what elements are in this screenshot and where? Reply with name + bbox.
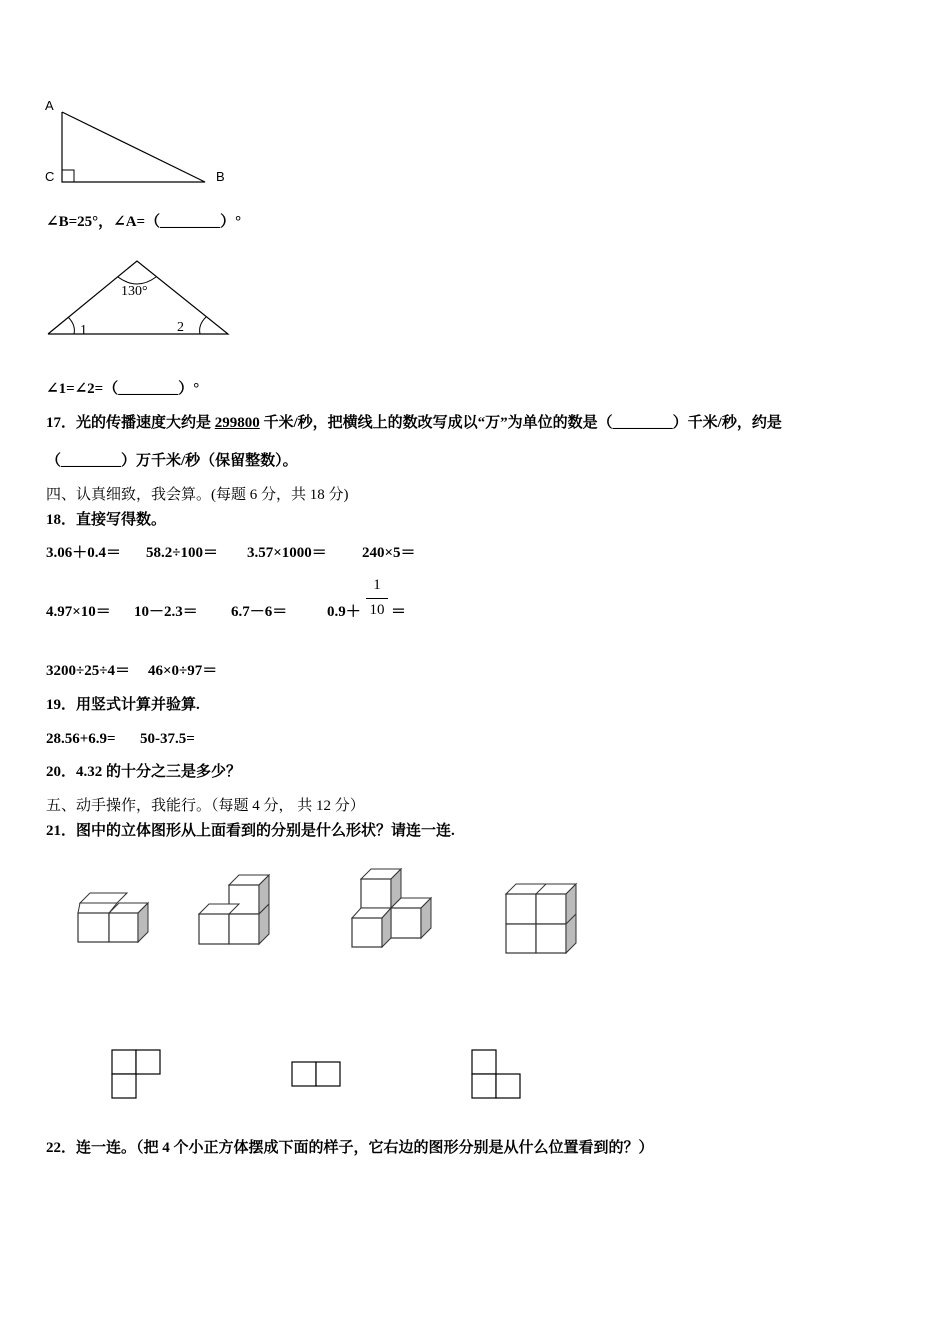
- angle-1-arc: [68, 317, 74, 334]
- calc-item: 4.97×10＝: [46, 604, 111, 620]
- fraction-denominator: 10: [369, 602, 385, 618]
- top-view-1: [110, 1048, 165, 1103]
- question-17-line2: （________）万千米/秒（保留整数）。: [46, 453, 298, 469]
- section-4-heading: 四、认真细致，我会算。(每题 6 分，共 18 分): [46, 487, 349, 503]
- question-21: 21．图中的立体图形从上面看到的分别是什么形状？请连一连.: [46, 823, 455, 839]
- fraction-bar: [366, 598, 388, 599]
- vertex-c-label: C: [45, 169, 55, 184]
- calc-item: 58.2÷100＝: [146, 545, 218, 561]
- solid-shape-4: [498, 876, 588, 958]
- calc-item: 10－2.3＝: [134, 604, 198, 620]
- vertex-b-label: B: [216, 169, 225, 184]
- calc-item: 240×5＝: [362, 545, 416, 561]
- angle-2-label: 2: [177, 320, 184, 335]
- calc-item: 3.57×1000＝: [247, 545, 327, 561]
- q17-suffix: 千米/秒，把横线上的数改写成以“万”为单位的数是（________）千米/秒，约是: [259, 415, 782, 431]
- calc-item: 3.06＋0.4＝: [46, 545, 122, 561]
- calc-item-fraction-suffix: ＝: [391, 604, 407, 620]
- vertical-calc-item: 50-37.5=: [140, 731, 195, 747]
- top-view-3: [470, 1048, 525, 1103]
- vertical-calc-item: 28.56+6.9=: [46, 731, 116, 747]
- question-22: 22．连一连。（把 4 个小正方体摆成下面的样子，它右边的图形分别是从什么位置看到的？）: [46, 1140, 654, 1156]
- calc-item-fraction-prefix: 0.9＋: [327, 604, 361, 620]
- solid-shape-1: [70, 885, 160, 950]
- solid-shape-3: [342, 862, 442, 952]
- angle-2-arc: [200, 317, 206, 334]
- fraction-numerator: 1: [373, 577, 381, 593]
- q17-number: 299800: [214, 415, 260, 431]
- question-angle-12: ∠1=∠2=（________）°: [46, 381, 200, 397]
- right-triangle-figure: [40, 92, 240, 192]
- question-18-title: 18．直接写得数。: [46, 512, 167, 528]
- triangle-outline: [62, 112, 205, 182]
- apex-angle-label: 130°: [121, 284, 148, 299]
- angle-1-label: 1: [80, 323, 87, 338]
- question-20: 20．4.32 的十分之三是多少？: [46, 764, 242, 780]
- q17-prefix: 17．光的传播速度大约是: [46, 415, 215, 431]
- question-17-line1: [46, 414, 782, 432]
- solid-shape-2: [190, 868, 280, 950]
- top-view-2: [290, 1060, 345, 1090]
- question-19-title: 19．用竖式计算并验算.: [46, 697, 200, 713]
- calc-item: 6.7－6＝: [231, 604, 288, 620]
- right-angle-mark: [62, 170, 74, 182]
- section-5-heading: 五、动手操作，我能行。（每题 4 分， 共 12 分）: [46, 798, 365, 814]
- calc-item: 3200÷25÷4＝: [46, 663, 130, 679]
- question-angle-a: ∠B=25°，∠A=（________）°: [46, 214, 242, 230]
- calc-item: 46×0÷97＝: [148, 663, 218, 679]
- vertex-a-label: A: [45, 98, 54, 113]
